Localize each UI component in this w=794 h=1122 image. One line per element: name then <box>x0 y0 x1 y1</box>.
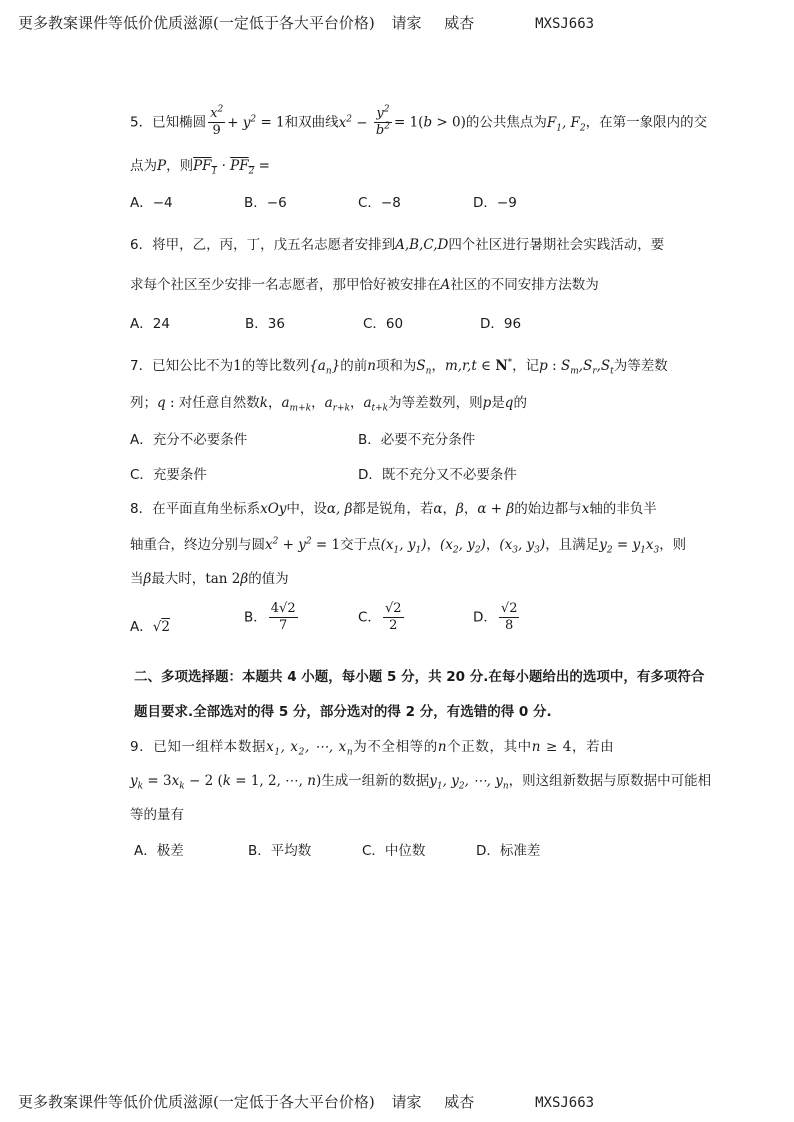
q5-option-b[interactable]: B．−6 <box>244 195 287 211</box>
q8-option-a[interactable]: A．√2 <box>130 619 170 635</box>
footer-contact: 请家 <box>391 1093 422 1111</box>
q6-option-d[interactable]: D．96 <box>480 316 522 332</box>
q8-line3: 当β最大时，tan 2β的值为 <box>130 571 289 587</box>
footer-code: MXSJ663 <box>535 1095 595 1111</box>
q6-option-b[interactable]: B．36 <box>245 316 285 332</box>
q6-line1: 6．将甲，乙，丙，丁，戊五名志愿者安排到A,B,C,D四个社区进行暑期社会实践活动，要 <box>130 237 665 253</box>
q7-line2: 列；q : 对任意自然数k，$a_{m+k}$，$a_{r+k}$，$a_{t+k}$为等差数列，则p是q的 <box>130 395 527 414</box>
q5-option-a[interactable]: A．−4 <box>130 195 173 211</box>
header-text: 更多教案课件等低价优质滋源(一定低于各大平台价格) <box>18 14 375 32</box>
hyperbola-frac: $\frac{y^2}{b^2}$ <box>375 104 390 138</box>
q5-number: 5．已知椭圆 <box>130 114 207 131</box>
q5-line1: 5．已知椭圆 $\frac{x^2}{9}$ + $y^2 = 1$和双曲线$x^2$ − $\frac{y^2}{b^2}$ = 1(b > 0)的公共焦点为$F_1$, $F_2$，在第一象限内的交 <box>130 104 708 138</box>
four-sqrt2-over-7: $\frac{4√2}{7}$ <box>270 601 296 633</box>
q9-option-b[interactable]: B．平均数 <box>248 843 312 859</box>
q5-option-d[interactable]: D．−9 <box>473 195 517 211</box>
q7-option-c[interactable]: C．充要条件 <box>130 467 207 483</box>
q5-option-c[interactable]: C．−8 <box>358 195 401 211</box>
q9-line2: $y_k = 3x_k - 2$ (k = 1, 2, ⋯, n)生成一组新的数据$y_1$, $y_2$, ⋯, $y_n$，则这组新数据与原数据中可能相 <box>130 773 712 792</box>
q6-option-c[interactable]: C．60 <box>363 316 404 332</box>
q8-option-d[interactable]: D． $\frac{√2}{8}$ <box>473 601 518 633</box>
sqrt2-value: √2 <box>152 619 170 635</box>
section2-heading-line1: 二、多项选择题：本题共 4 小题，每小题 5 分，共 20 分.在每小题给出的选项中，有多项符合 <box>134 669 705 685</box>
q7-option-a[interactable]: A．充分不必要条件 <box>130 432 248 448</box>
q6-line2: 求每个社区至少安排一名志愿者，那甲恰好被安排在A社区的不同安排方法数为 <box>130 277 599 293</box>
footer-name: 威杏 <box>444 1093 475 1111</box>
q6-option-a[interactable]: A．24 <box>130 316 170 332</box>
q9-option-d[interactable]: D．标准差 <box>476 843 541 859</box>
header-name: 威杏 <box>444 14 475 32</box>
q8-option-b[interactable]: B． $\frac{4√2}{7}$ <box>244 601 296 633</box>
footer-banner <box>18 1091 594 1112</box>
q8-line1: 8．在平面直角坐标系xOy中，设α, β都是锐角，若α，β，α + β的始边都与x轴的非负半 <box>130 501 657 517</box>
q9-option-a[interactable]: A．极差 <box>134 843 184 859</box>
header-banner <box>18 12 594 33</box>
header-contact: 请家 <box>391 14 422 32</box>
q8-option-c[interactable]: C． $\frac{√2}{2}$ <box>358 601 402 633</box>
sqrt2-over-8: $\frac{√2}{8}$ <box>500 601 518 633</box>
q7-line1: 7．已知公比不为1的等比数列$\{a_n\}$的前n项和为$S_n$，m,r,t ∈ N*，记p : $S_m,S_r,S_t$为等差数 <box>130 357 668 377</box>
q8-line2: 轴重合，终边分别与圆$x^2 + y^2 = 1$交于点($x_1$, $y_1$)，($x_2$, $y_2$)，($x_3$, $y_3$)，且满足$y_2 = y_1x_3$，则 <box>130 536 687 556</box>
q9-option-c[interactable]: C．中位数 <box>362 843 426 859</box>
sqrt2-over-2: $\frac{√2}{2}$ <box>384 601 402 633</box>
header-code: MXSJ663 <box>535 16 595 32</box>
q9-line3: 等的量有 <box>130 807 184 823</box>
q5-line2: 点为P，则$PF_1 \cdot PF_2$ = <box>130 158 270 177</box>
footer-text: 更多教案课件等低价优质滋源(一定低于各大平台价格) <box>18 1093 375 1111</box>
q9-line1: 9．已知一组样本数据$x_1$, $x_2$, ⋯, $x_n$为不全相等的n个正数，其中n ≥ 4，若由 <box>130 739 615 758</box>
q7-option-d[interactable]: D．既不充分又不必要条件 <box>358 467 517 483</box>
section2-heading-line2: 题目要求.全部选对的得 5 分，部分选对的得 2 分，有选错的得 0 分. <box>134 704 552 720</box>
q7-option-b[interactable]: B．必要不充分条件 <box>358 432 476 448</box>
ellipse-frac: $\frac{x^2}{9}$ <box>210 104 224 138</box>
